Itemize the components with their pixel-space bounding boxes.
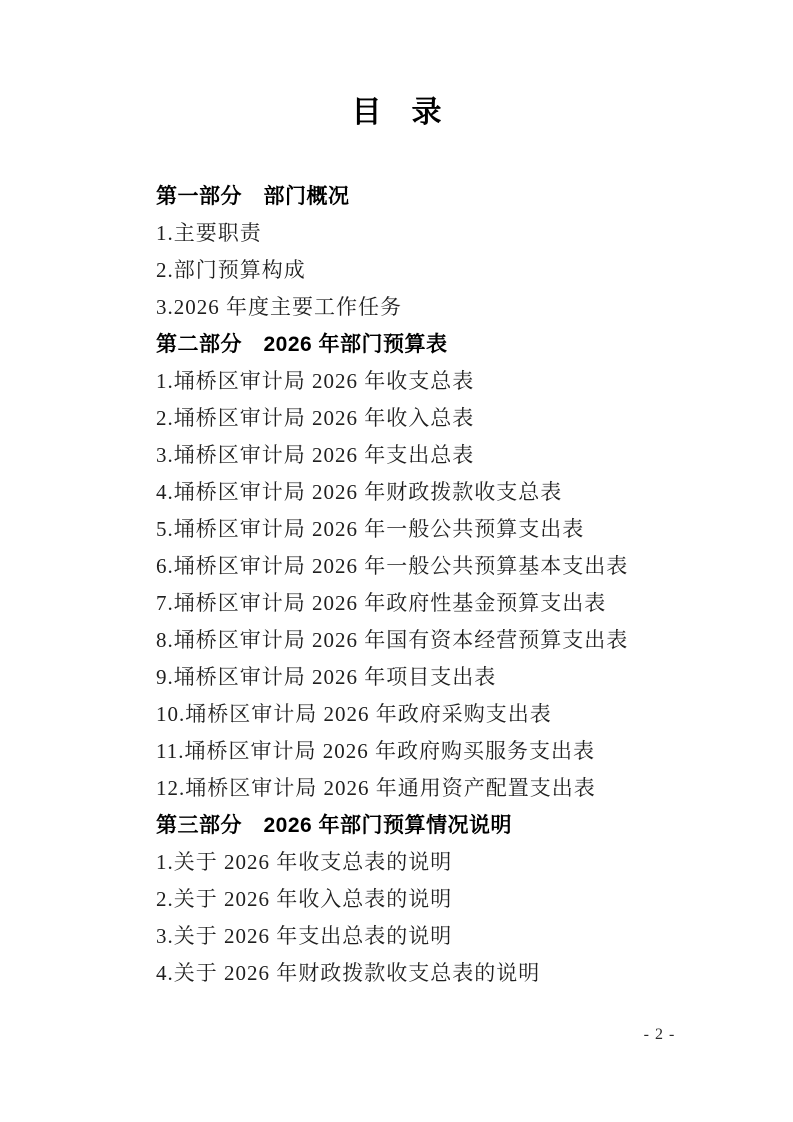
toc-item: 1.埇桥区审计局 2026 年收支总表 <box>156 369 475 393</box>
toc-item: 12.埇桥区审计局 2026 年通用资产配置支出表 <box>156 776 596 800</box>
page-title: 目 录 <box>351 96 442 129</box>
toc-item: 6.埇桥区审计局 2026 年一般公共预算基本支出表 <box>156 554 629 578</box>
toc-item: 1.主要职责 <box>156 221 262 245</box>
toc-item: 11.埇桥区审计局 2026 年政府购买服务支出表 <box>156 739 595 763</box>
page-number: - 2 - <box>643 1026 676 1043</box>
toc-item: 7.埇桥区审计局 2026 年政府性基金预算支出表 <box>156 591 607 615</box>
toc-item: 4.埇桥区审计局 2026 年财政拨款收支总表 <box>156 480 563 504</box>
table-of-contents <box>156 178 756 992</box>
toc-item: 9.埇桥区审计局 2026 年项目支出表 <box>156 665 497 689</box>
toc-item: 3.埇桥区审计局 2026 年支出总表 <box>156 443 475 467</box>
toc-item: 8.埇桥区审计局 2026 年国有资本经营预算支出表 <box>156 628 629 652</box>
toc-item: 4.关于 2026 年财政拨款收支总表的说明 <box>156 961 541 985</box>
section-heading: 第三部分 2026 年部门预算情况说明 <box>156 814 513 837</box>
toc-item: 3.2026 年度主要工作任务 <box>156 295 402 319</box>
toc-item: 2.埇桥区审计局 2026 年收入总表 <box>156 406 475 430</box>
toc-item: 2.关于 2026 年收入总表的说明 <box>156 887 453 911</box>
section-heading: 第二部分 2026 年部门预算表 <box>156 333 448 356</box>
section-heading: 第一部分 部门概况 <box>156 185 350 208</box>
toc-item: 5.埇桥区审计局 2026 年一般公共预算支出表 <box>156 517 585 541</box>
toc-item: 10.埇桥区审计局 2026 年政府采购支出表 <box>156 702 552 726</box>
toc-item: 1.关于 2026 年收支总表的说明 <box>156 850 453 874</box>
toc-item: 2.部门预算构成 <box>156 258 306 282</box>
toc-item: 3.关于 2026 年支出总表的说明 <box>156 924 453 948</box>
